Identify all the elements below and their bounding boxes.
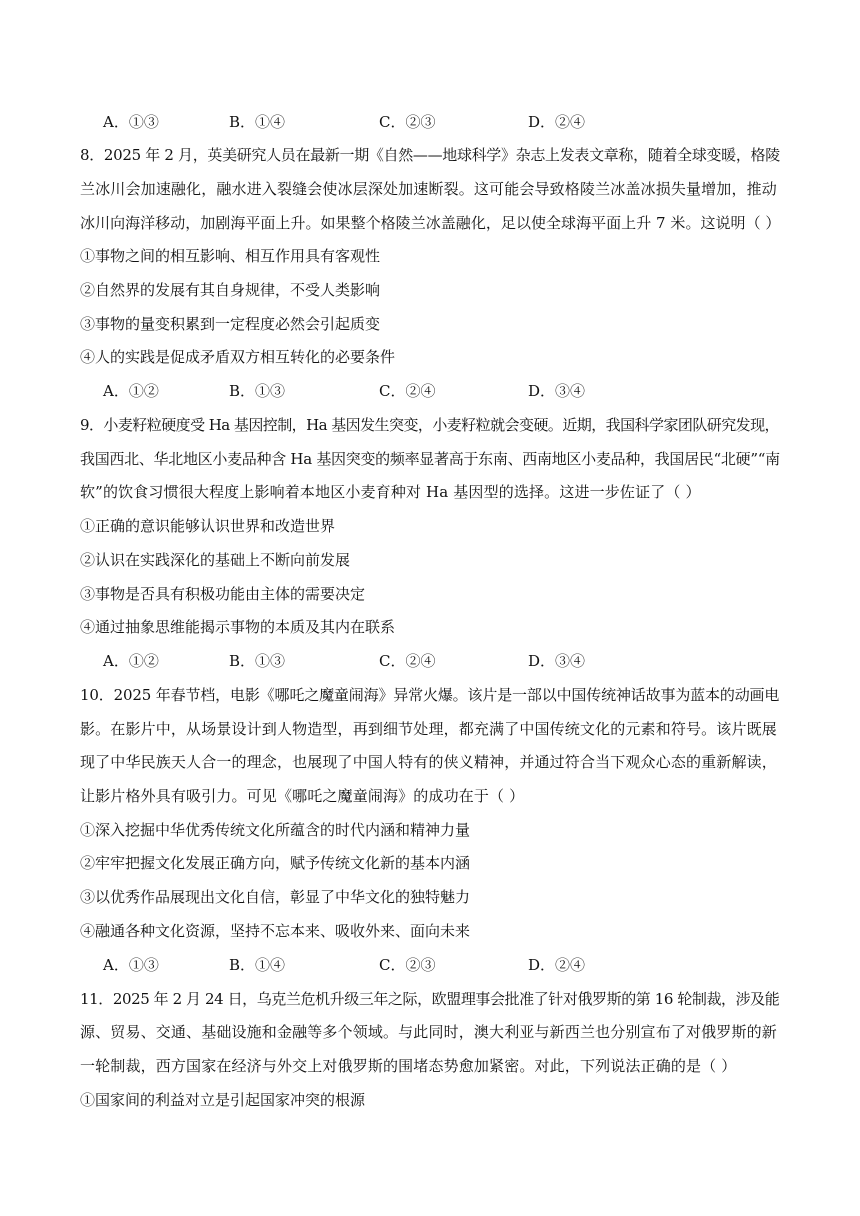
q10-statement-1: ①深入挖掘中华优秀传统文化所蕴含的时代内涵和精神力量 xyxy=(80,821,471,839)
q11-stem-line: 11．2025 年 2 月 24 日，乌克兰危机升级三年之际，欧盟理事会批准了针对俄罗斯的第 16 轮制裁，涉及能 xyxy=(80,990,780,1008)
option-d: D．②④ xyxy=(528,956,586,974)
q9-stem-line: 9．小麦籽粒硬度受 Ha 基因控制，Ha 基因发生突变，小麦籽粒就会变硬。近期，我国科学家团队研究发现， xyxy=(80,416,779,434)
q8-stem-line: 8．2025 年 2 月，英美研究人员在最新一期《自然——地球科学》杂志上发表文章称，随着全球变暖，格陵 xyxy=(80,146,780,164)
q9-statement-2: ②认识在实践深化的基础上不断向前发展 xyxy=(80,551,351,569)
q10-statement-2: ②牢牢把握文化发展正确方向，赋予传统文化新的基本内涵 xyxy=(80,854,471,872)
option-c: C．②③ xyxy=(379,113,436,131)
q10-stem-line: 现了中华民族天人合一的理念，也展现了中国人特有的侠义精神，并通过符合当下观众心态的重新解读， xyxy=(80,753,777,771)
option-c: C．②④ xyxy=(379,652,436,670)
q11-stem-line: 一轮制裁，西方国家在经济与外交上对俄罗斯的围堵态势愈加紧密。对此，下列说法正确的是（ ） xyxy=(80,1057,737,1075)
q10-stem-line: 10．2025 年春节档，电影《哪吒之魔童闹海》异常火爆。该片是一部以中国传统神话故事为蓝本的动画电 xyxy=(80,686,780,704)
option-a: A．①② xyxy=(103,382,159,400)
option-c: C．②③ xyxy=(379,956,436,974)
option-b: B．①④ xyxy=(229,956,286,974)
q10-stem-line: 让影片格外具有吸引力。可见《哪吒之魔童闹海》的成功在于（ ） xyxy=(80,787,525,805)
option-d: D．②④ xyxy=(528,113,586,131)
q9-statement-3: ③事物是否具有积极功能由主体的需要决定 xyxy=(80,585,366,603)
option-a: A．①③ xyxy=(103,113,159,131)
q10-stem-line: 影。在影片中，从场景设计到人物造型，再到细节处理，都充满了中国传统文化的元素和符号。该片既展 xyxy=(80,720,777,738)
option-a: A．①③ xyxy=(103,956,159,974)
q8-statement-4: ④人的实践是促成矛盾双方相互转化的必要条件 xyxy=(80,348,396,366)
q8-statement-3: ③事物的量变积累到一定程度必然会引起质变 xyxy=(80,315,381,333)
q9-statement-1: ①正确的意识能够认识世界和改造世界 xyxy=(80,517,336,535)
q9-stem-line: 软”的饮食习惯很大程度上影响着本地区小麦育种对 Ha 基因型的选择。这进一步佐证了（ ） xyxy=(80,483,701,501)
option-d: D．③④ xyxy=(528,652,586,670)
q9-stem-line: 我国西北、华北地区小麦品种含 Ha 基因突变的频率显著高于东南、西南地区小麦品种，我国居民“北硬”“南 xyxy=(80,450,780,468)
option-c: C．②④ xyxy=(379,382,436,400)
option-b: B．①③ xyxy=(229,382,286,400)
option-a: A．①② xyxy=(103,652,159,670)
q9-statement-4: ④通过抽象思维能揭示事物的本质及其内在联系 xyxy=(80,618,396,636)
option-b: B．①④ xyxy=(229,113,286,131)
option-d: D．③④ xyxy=(528,382,586,400)
q8-stem-line: 冰川向海洋移动，加剧海平面上升。如果整个格陵兰冰盖融化，足以使全球海平面上升 7 米。这说明（ ） xyxy=(80,214,781,232)
q10-statement-4: ④融通各种文化资源，坚持不忘本来、吸收外来、面向未来 xyxy=(80,922,471,940)
q10-statement-3: ③以优秀作品展现出文化自信，彰显了中华文化的独特魅力 xyxy=(80,888,471,906)
q11-statement-1: ①国家间的利益对立是引起国家冲突的根源 xyxy=(80,1091,366,1109)
q8-statement-1: ①事物之间的相互影响、相互作用具有客观性 xyxy=(80,247,381,265)
option-b: B．①③ xyxy=(229,652,286,670)
q8-stem-line: 兰冰川会加速融化，融水进入裂缝会使冰层深处加速断裂。这可能会导致格陵兰冰盖冰损失量增加，推动 xyxy=(80,180,777,198)
q11-stem-line: 源、贸易、交通、基础设施和金融等多个领域。与此同时，澳大利亚与新西兰也分别宣布了对俄罗斯的新 xyxy=(80,1023,777,1041)
q8-statement-2: ②自然界的发展有其自身规律，不受人类影响 xyxy=(80,281,381,299)
